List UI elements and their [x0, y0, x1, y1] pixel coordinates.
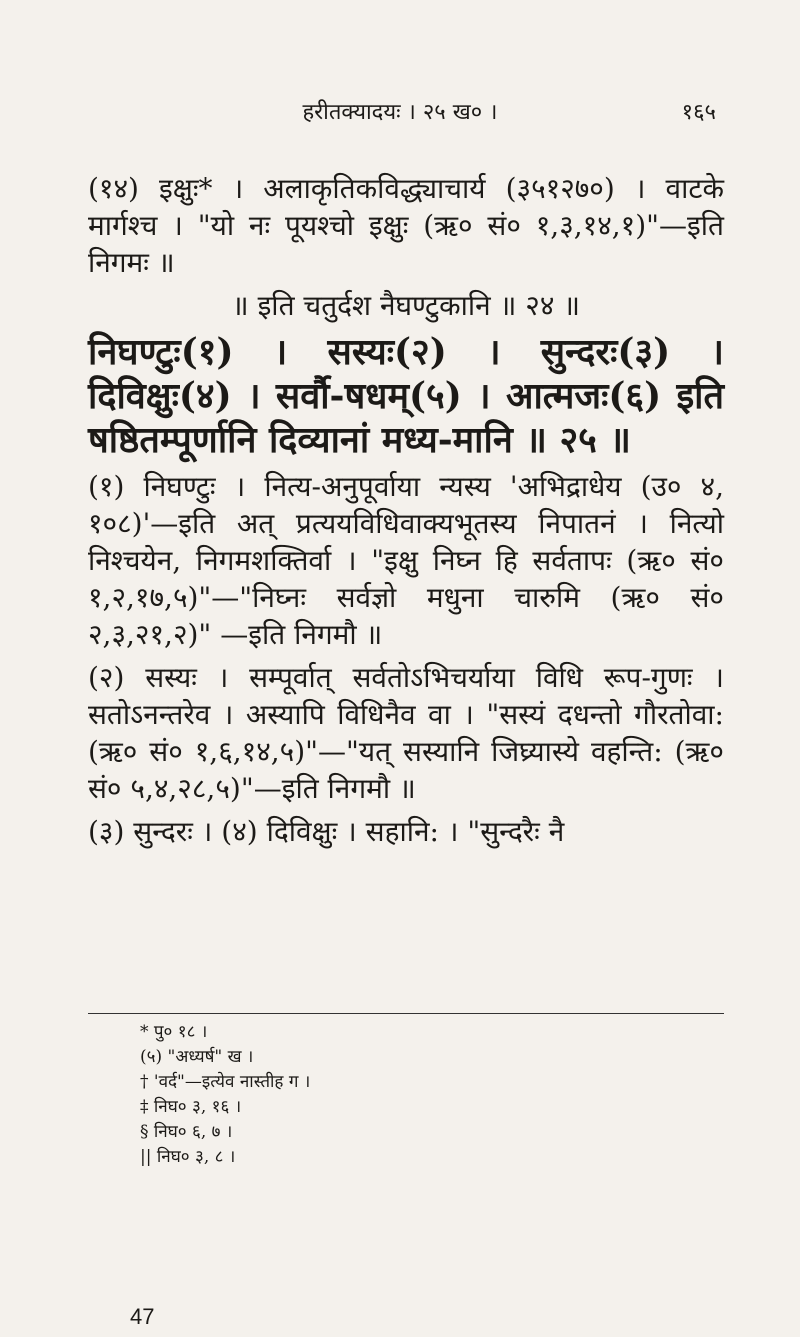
footnote: || निघ० ३, ८ । [140, 1147, 236, 1167]
footnote: § निघ० ६, ७ । [140, 1122, 233, 1142]
commentary-1: (१) निघण्टुः । नित्य-अनुपूर्वाया न्यस्य 'अभिद्राधेय (उ० ४, १०८)'—इति अत् प्रत्ययविधिवाक्यभूतस्य निपातनं । नित्यो निश्चयेन, निगमशक्तिर्वा । "इक्षु निघ्न हि सर्वतापः (ऋ० सं० १,२,१७,५)"—"निघ्नः सर्वज्ञो मधुना चारुमि (ऋ० सं० २,३,२१,२)" —इति निगमौ ॥ [88, 470, 724, 651]
aphorism-25: निघण्टुः(१) । सस्यः(२) । सुन्दरः(३) । दिविक्षुः(४) । सर्वौ-षधम्(५) । आत्मजः(६) इति षष्ठितम्पूर्णानि दिव्यानां मध्य-मानि ॥ २५ ॥ [88, 331, 724, 461]
footnotes [140, 1020, 440, 1170]
paragraph-14: (१४) इक्षुः* । अलाकृतिकविद्ध्याचार्य (३५१२७०) । वाटके मार्गश्च । "यो नः पूयश्चो इक्षुः (ऋ० सं० १,३,१४,१)"—इति निगमः ॥ [88, 172, 724, 279]
footnote-rule [88, 1013, 724, 1014]
footnote: (५) "अध्यर्ष" ख । [140, 1047, 254, 1067]
running-title: हरीतक्यादयः । २५ ख० । [302, 100, 498, 125]
commentary-3: (३) सुन्दरः । (४) दिविक्षुः । सहानि: । "सुन्दरैः नै [88, 815, 565, 848]
footnote: * पु० १८ । [140, 1022, 208, 1042]
page-number-devanagari: १६५ [681, 100, 716, 125]
commentary-2: (२) सस्यः । सम्पूर्वात् सर्वतोऽभिचर्याया विधि रूप-गुणः । सतोऽनन्तरेव । अस्यापि विधिनैव वा । "सस्यं दधन्तो गौरतोवा: (ऋ० सं० १,६,१४,५)"—"यत् सस्यानि जिघ्र्यास्ये वहन्ति: (ऋ० सं० ५,४,२८,५)"—इति निगमौ ॥ [88, 661, 724, 805]
folio-number: 47 [130, 1304, 155, 1329]
footnote: ‡ निघ० ३, १६ । [140, 1097, 242, 1117]
section-closing: ॥ इति चतुर्दश नैघण्टुकानि ॥ २४ ॥ [231, 289, 581, 322]
running-header [0, 96, 800, 130]
main-text [88, 170, 724, 856]
footnote: † 'वर्द"—इत्येव नास्तीह ग । [140, 1072, 311, 1092]
